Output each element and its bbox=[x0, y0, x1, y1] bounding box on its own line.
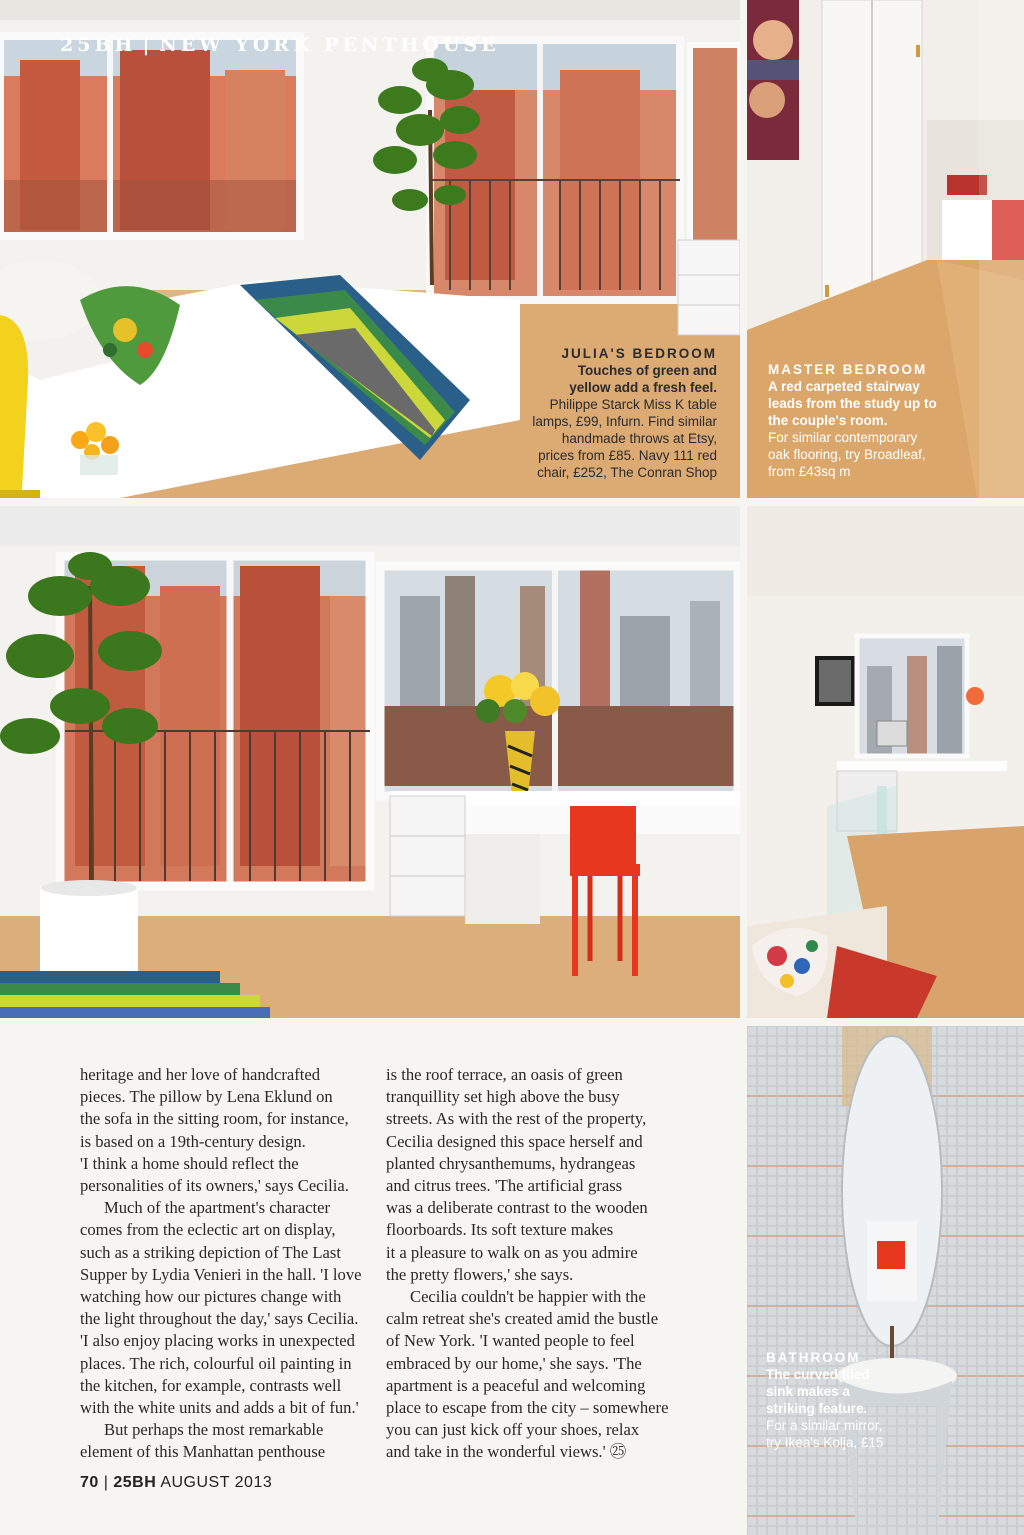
article-column-2 bbox=[386, 1064, 706, 1464]
photo-bathroom bbox=[747, 1026, 1024, 1535]
caption-lead-line: A red carpeted stairway bbox=[768, 379, 920, 394]
caption-lead-line: The curved tiled bbox=[766, 1367, 870, 1382]
caption-body-line: prices from £85. Navy 111 red bbox=[538, 448, 717, 463]
page-folio bbox=[80, 1474, 272, 1492]
caption-body-line: For a similar mirror, bbox=[766, 1418, 883, 1433]
caption-body-line: handmade throws at Etsy, bbox=[561, 431, 717, 446]
caption-julias-bedroom bbox=[477, 345, 717, 481]
section-header bbox=[60, 34, 500, 56]
article-paragraph: But perhaps the most remarkable element of this Manhattan penthouse bbox=[80, 1420, 326, 1462]
header-section: NEW YORK PENTHOUSE bbox=[159, 34, 500, 56]
folio-issue: AUGUST 2013 bbox=[160, 1474, 273, 1491]
caption-title: BATHROOM bbox=[766, 1350, 861, 1365]
photo-master-bedroom bbox=[747, 0, 1024, 498]
header-brand: 25BH bbox=[60, 34, 137, 56]
photo-bedroom-desk bbox=[0, 506, 740, 1018]
caption-bathroom bbox=[766, 1349, 946, 1451]
caption-body-line: For similar contemporary bbox=[768, 430, 918, 445]
photo-study bbox=[747, 506, 1024, 1018]
folio-separator: | bbox=[103, 1474, 114, 1491]
article-paragraph: Much of the apartment's character comes from the eclectic art on display, such as a striking depiction of The Last Supper by Lydia Venieri in the hall. 'I love watching how our pictures change with the light throughout the day,' says Cecilia. 'I also enjoy placing works in unexpected places. The rich, colourful oil painting in the kitchen, for example, contrasts well with the white units and adds a bit of fun.' bbox=[80, 1198, 362, 1418]
caption-master-bedroom bbox=[768, 361, 1018, 480]
caption-body-line: try Ikea's Kolja, £15 bbox=[766, 1435, 884, 1450]
caption-lead-line: striking feature. bbox=[766, 1401, 868, 1416]
caption-title: JULIA'S BEDROOM bbox=[561, 346, 717, 361]
caption-body-line: from £43sq m bbox=[768, 464, 851, 479]
caption-body-line: Philippe Starck Miss K table bbox=[549, 397, 717, 412]
caption-lead-line: yellow add a fresh feel. bbox=[569, 380, 717, 395]
caption-lead-line: Touches of green and bbox=[577, 363, 717, 378]
caption-body-line: oak flooring, try Broadleaf, bbox=[768, 447, 926, 462]
caption-lead-line: the couple's room. bbox=[768, 413, 888, 428]
caption-lead-line: sink makes a bbox=[766, 1384, 851, 1399]
caption-body-line: chair, £252, The Conran Shop bbox=[537, 465, 717, 480]
folio-page-number: 70 bbox=[80, 1474, 99, 1491]
caption-title: MASTER BEDROOM bbox=[768, 362, 928, 377]
caption-lead-line: leads from the study up to bbox=[768, 396, 937, 411]
caption-body-line: lamps, £99, Infurn. Find similar bbox=[532, 414, 717, 429]
article-paragraph: is the roof terrace, an oasis of green tranquillity set high above the busy streets. As with the rest of the property, Cecilia designed this space herself and planted chrysanthemums, hydrangeas and citrus trees. 'The artificial grass was a deliberate contrast to the wooden floorboards. Its soft texture makes it a pleasure to walk on as you admire the pretty flowers,' she says. bbox=[386, 1065, 648, 1284]
header-separator: | bbox=[142, 34, 154, 56]
article-paragraph: heritage and her love of handcrafted pieces. The pillow by Lena Eklund on the sofa in the sitting room, for instance, is based on a 19th-century design. 'I think a home should reflect the personalities of its owners,' says Cecilia. bbox=[80, 1065, 349, 1196]
photo-julias-bedroom bbox=[0, 0, 740, 498]
article-column-1 bbox=[80, 1064, 380, 1464]
article-paragraph: Cecilia couldn't be happier with the calm retreat she's created amid the bustle of New York. 'I wanted people to feel embraced by our home,' she says. 'The apartment is a peaceful and welcoming place to escape from the city – somewhere you can just kick off your shoes, relax and take in the wonderful views.' ㉕ bbox=[386, 1287, 669, 1462]
folio-brand: 25BH bbox=[113, 1474, 157, 1491]
